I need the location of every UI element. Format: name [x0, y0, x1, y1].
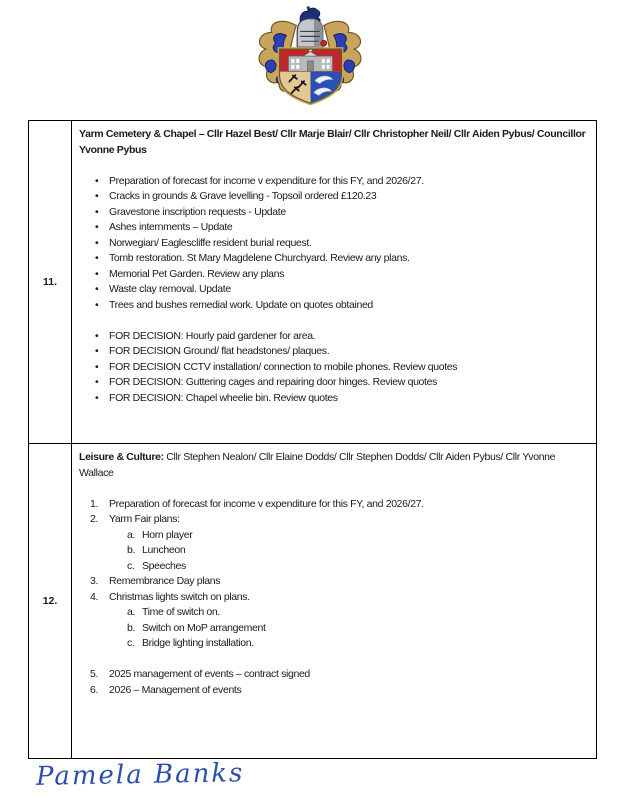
bullet-item: • Ashes internments – Update [79, 220, 592, 236]
list-marker: 6. [90, 683, 99, 696]
list-marker: 3. [90, 575, 99, 587]
bullet-item: • Preparation of forecast for income v expenditure for this FY, and 2026/27. [79, 174, 592, 190]
item-number: 11. [29, 121, 72, 444]
committee-title [79, 450, 592, 481]
list-marker: a. [127, 528, 136, 541]
agenda-row-11 [29, 121, 597, 444]
bullet-item: • FOR DECISION: Guttering cages and repairing door hinges. Review quotes [79, 375, 592, 391]
town-council-crest [251, 5, 369, 111]
sub-list-item [79, 559, 592, 575]
bullet-item: • Memorial Pet Garden. Review any plans [79, 267, 592, 283]
numbered-item [79, 512, 592, 528]
title-segment: Cllr Stephen Nealon/ Cllr Elaine Dodds/ Cllr Stephen Dodds/ Cllr Aiden Pybus/ Cllr Yvonne Wallace [79, 451, 556, 479]
list-marker: a. [127, 606, 136, 618]
list-text: 2026 – Management of events [109, 683, 242, 696]
list-marker: 4. [90, 590, 99, 603]
agenda-table [28, 120, 597, 759]
numbered-item [79, 574, 592, 590]
numbered-item [79, 667, 592, 683]
bullet-item: • Waste clay removal. Update [79, 282, 592, 298]
list-marker: 2. [90, 513, 99, 525]
sub-list-item [79, 636, 592, 652]
signature-pamela-banks: Pamela Banks [35, 758, 245, 792]
list-text: Preparation of forecast for income v expenditure for this FY, and 2026/27. [109, 497, 424, 510]
bullet-item: • Tomb restoration. St Mary Magdelene Churchyard. Review any plans. [79, 251, 592, 267]
list-text: Horn player [142, 528, 193, 541]
sub-list-item [79, 621, 592, 637]
shield [280, 49, 342, 104]
list-text: 2025 management of events – contract signed [109, 668, 310, 680]
leisure-numbered-list [79, 497, 592, 699]
item-12-content [72, 444, 597, 759]
helmet [297, 19, 327, 48]
for-decision-bullet-list [79, 329, 592, 407]
title-segment: Yarm Cemetery & Chapel – Cllr Hazel Best/ Cllr Marje Blair/ Cllr Christopher Neil/ Cllr Aiden Pybus/ Councillor Yvonne Pybus [79, 128, 586, 156]
bullet-item: • Norwegian/ Eaglescliffe resident burial request. [79, 236, 592, 252]
item-number: 12. [29, 444, 72, 759]
bullet-item: • FOR DECISION Ground/ flat headstones/ plaques. [79, 344, 592, 360]
list-marker: b. [127, 621, 136, 634]
list-marker: 1. [90, 497, 99, 510]
bullet-item: • Trees and bushes remedial work. Update on quotes obtained [79, 298, 592, 314]
title-segment: Leisure & Culture: [79, 451, 164, 463]
numbered-item [79, 590, 592, 606]
sub-list-item [79, 605, 592, 621]
agenda-row-12 [29, 444, 597, 759]
list-text: Time of switch on. [142, 606, 220, 618]
list-marker: 5. [90, 668, 99, 680]
cemetery-bullet-list [79, 174, 592, 314]
list-text: Remembrance Day plans [109, 575, 221, 587]
list-text: Yarm Fair plans: [109, 513, 180, 525]
list-text: Switch on MoP arrangement [142, 621, 266, 634]
numbered-item [79, 683, 592, 699]
bullet-item: • FOR DECISION CCTV installation/ connection to mobile phones. Review quotes [79, 360, 592, 376]
bullet-item: • FOR DECISION: Chapel wheelie bin. Review quotes [79, 391, 592, 407]
sub-list-item [79, 528, 592, 544]
sub-list-item [79, 543, 592, 559]
list-text: Bridge lighting installation. [142, 637, 254, 649]
bullet-item: • FOR DECISION: Hourly paid gardener for area. [79, 329, 592, 345]
bullet-item: • Cracks in grounds & Grave levelling - Topsoil ordered £120.23 [79, 189, 592, 205]
list-text: Speeches [142, 559, 186, 572]
list-text: Luncheon [142, 544, 186, 556]
bullet-item: • Gravestone inscription requests - Update [79, 205, 592, 221]
committee-title [79, 127, 592, 158]
list-text: Christmas lights switch on plans. [109, 590, 250, 603]
numbered-item [79, 497, 592, 513]
item-11-content [72, 121, 597, 444]
list-marker: c. [127, 559, 135, 572]
crest-graphic [251, 5, 369, 111]
list-marker: c. [127, 637, 135, 649]
list-marker: b. [127, 544, 136, 556]
